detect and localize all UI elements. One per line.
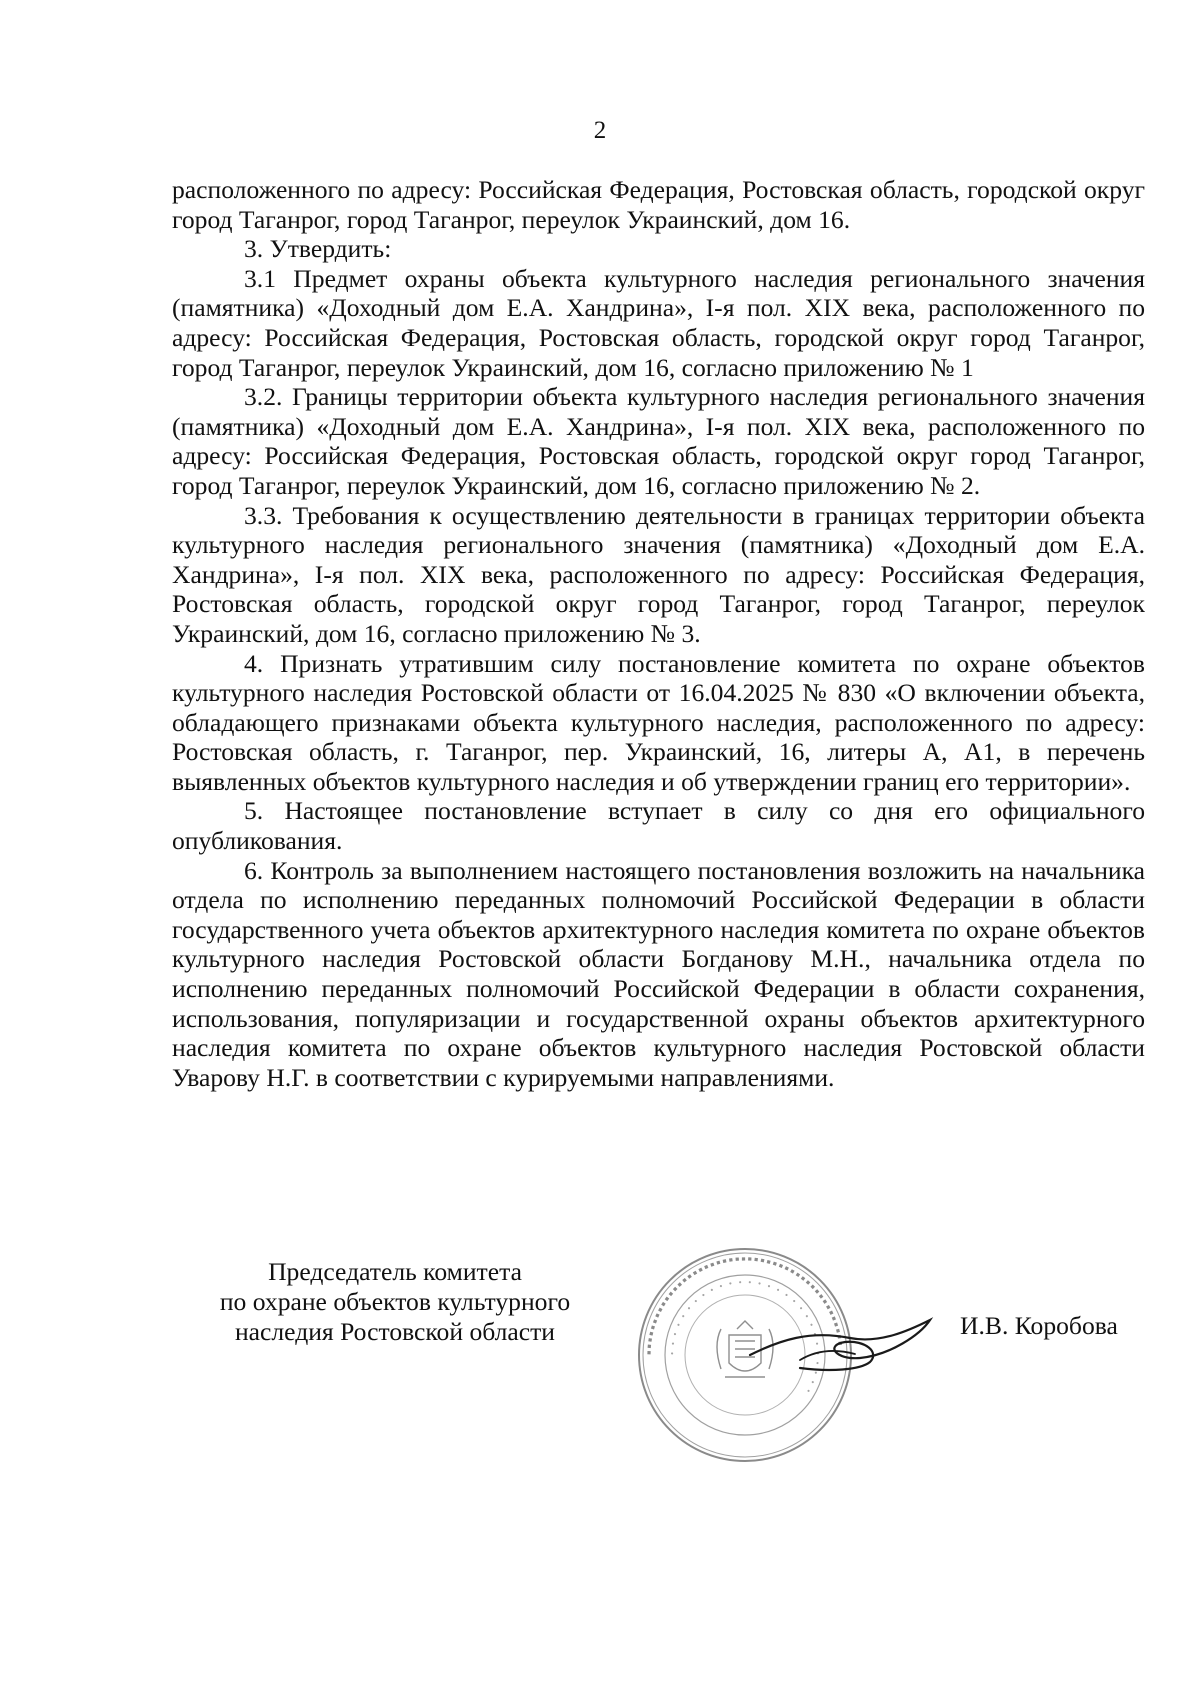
- signer-title-line: наследия Ростовской области: [234, 1317, 555, 1346]
- svg-text:▪▪▪▪▪▪▪▪▪▪▪▪▪▪▪▪▪▪▪▪▪▪▪▪▪▪▪▪▪▪: ▪▪▪▪▪▪▪▪▪▪▪▪▪▪▪▪▪▪▪▪▪▪▪▪▪▪▪▪▪▪▪▪▪▪▪▪▪▪▪▪▪▪▪▪▪▪: [640, 1250, 849, 1356]
- paragraph-item-3-1: 3.1 Предмет охраны объекта культурного наследия регионального значения (памятника) «Доходный дом Е.А. Хандрина», I-я пол. XIX века, расположенного по адресу: Российская Федерация, Ростовская область, городской округ город Таганрог, город Таганрог, переулок Украинский, дом 16, согласно приложению № 1: [172, 263, 1145, 382]
- signature-block: [0, 1245, 1200, 1465]
- paragraph-item-4: 4. Признать утратившим силу постановление комитета по охране объектов культурного наследия Ростовской области от 16.04.2025 № 830 «О включении объекта, обладающего признаками объекта культурного наследия, расположенного по адресу: Ростовская область, г. Таганрог, пер. Украинский, 16, литеры А, А1, в перечень выявленных объектов культурного наследия и об утверждении границ его территории».: [172, 648, 1145, 796]
- signer-title-line: Председатель комитета: [268, 1257, 522, 1286]
- page-number: 2: [593, 117, 607, 144]
- document-body: [172, 175, 1145, 1092]
- handwritten-signature-icon: [740, 1300, 940, 1380]
- paragraph-item-3-2: 3.2. Границы территории объекта культурного наследия регионального значения (памятника) «Доходный дом Е.А. Хандрина», I-я пол. XIX века, расположенного по адресу: Российская Федерация, Ростовская область, городской округ город Таганрог, город Таганрог, переулок Украинский, дом 16, согласно приложению № 2.: [172, 382, 1145, 500]
- paragraph-item-3: 3. Утвердить:: [244, 234, 392, 264]
- signer-title-line: по охране объектов культурного: [219, 1287, 571, 1316]
- paragraph-item-5: 5. Настоящее постановление вступает в силу со дня его официального опубликования.: [172, 796, 1145, 856]
- svg-text:• • • • • • • • • • • • • • •: • • • • • • • • • • • • • • • • • • • • • • • • • • • •: [666, 1276, 824, 1397]
- paragraph-item-3-3: 3.3. Требования к осуществлению деятельности в границах территории объекта культурного наследия регионального значения (памятника) «Доходный дом Е.А. Хандрина», I-я пол. XIX века, расположенного по адресу: Российская Федерация, Ростовская область, городской округ город Таганрог, город Таганрог, переулок Украинский, дом 16, согласно приложению № 3.: [172, 500, 1145, 648]
- signer-name: И.В. Коробова: [960, 1311, 1118, 1340]
- paragraph-address-continuation: расположенного по адресу: Российская Федерация, Ростовская область, городской округ город Таганрог, город Таганрог, переулок Украинский, дом 16.: [172, 175, 1145, 234]
- paragraph-item-6: 6. Контроль за выполнением настоящего постановления возложить на начальника отдела по исполнению переданных полномочий Российской Федерации в области государственного учета объектов архитектурного наследия комитета по охране объектов культурного наследия Ростовской области Богданову М.Н., начальника отдела по исполнению переданных полномочий Российской Федерации в области сохранения, использования, популяризации и государственной охраны объектов архитектурного наследия комитета по охране объектов культурного наследия Ростовской области Уварову Н.Г. в соответствии с курируемыми направлениями.: [172, 855, 1145, 1092]
- signer-title: [195, 1257, 595, 1347]
